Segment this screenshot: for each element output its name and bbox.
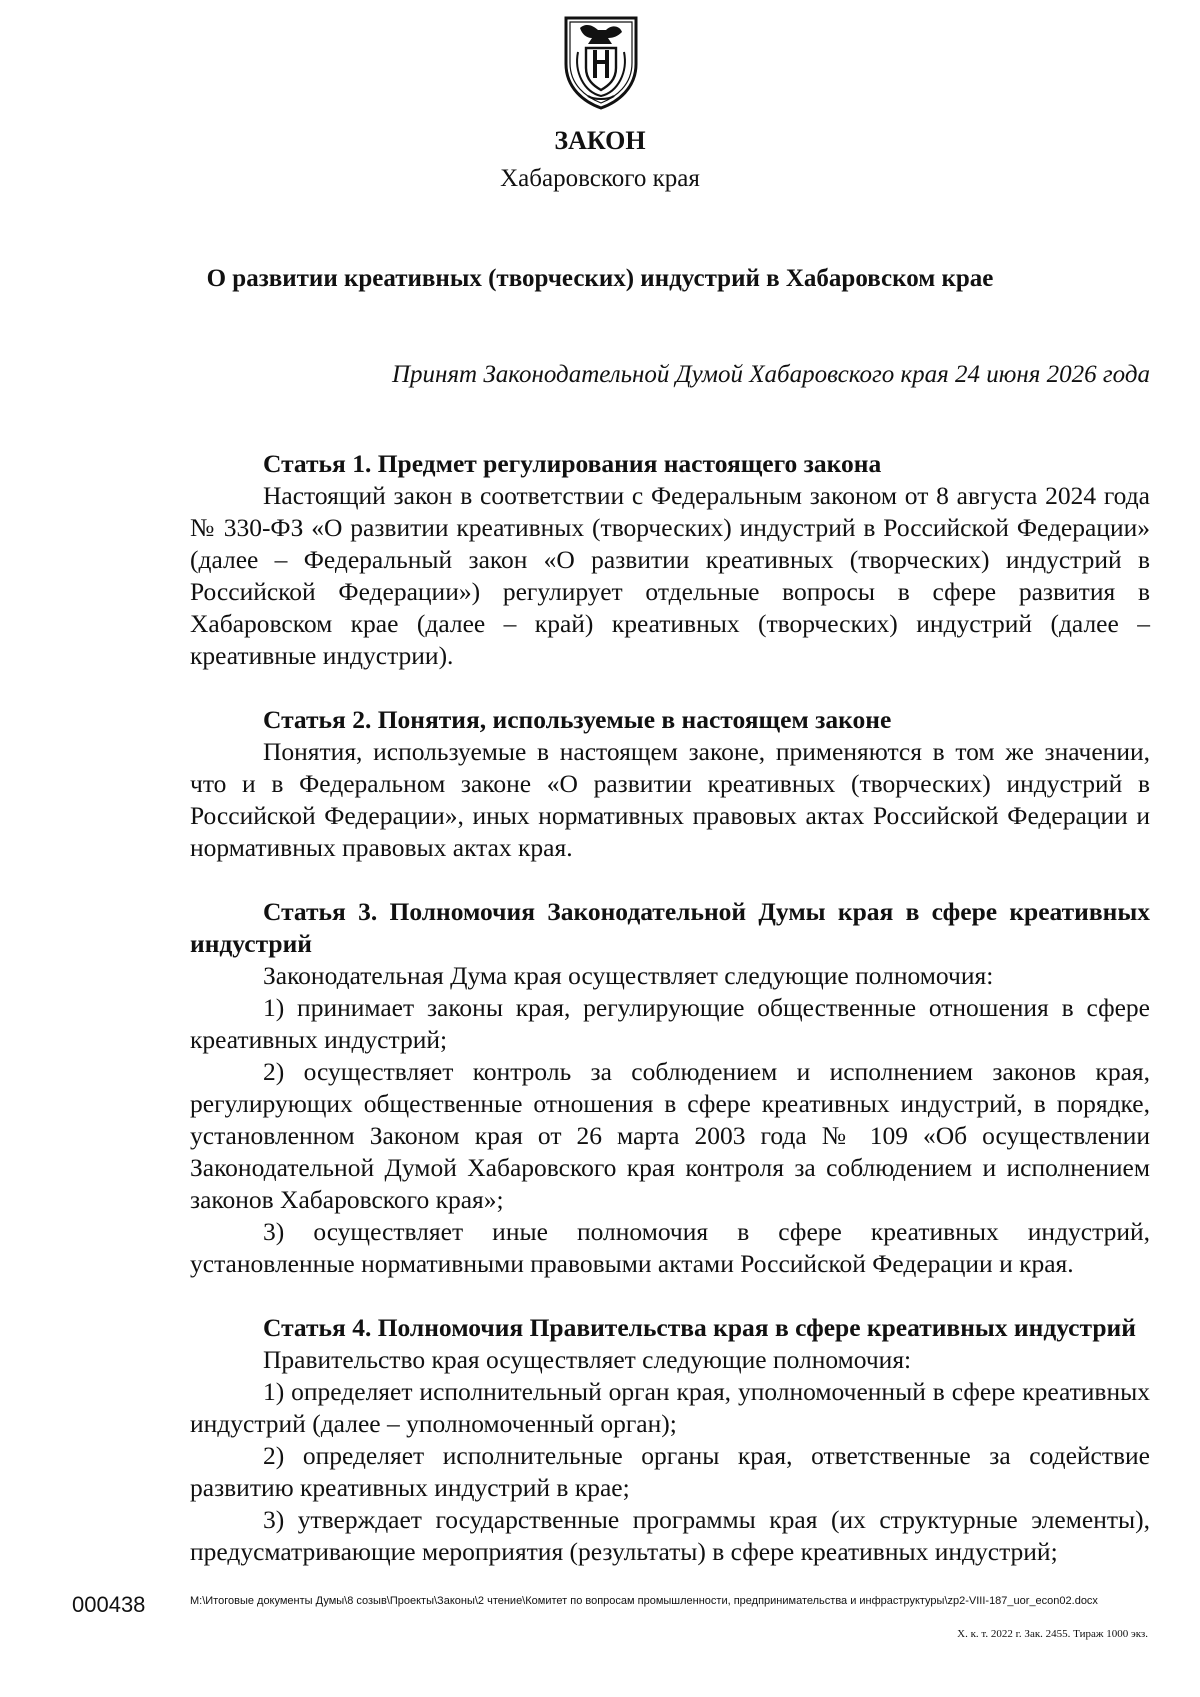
article-paragraph: 1) принимает законы края, регулирующие общественные отношения в сфере креативных индустрий; — [190, 993, 1150, 1054]
article-heading: Статья 4. Полномочия Правительства края в сфере креативных индустрий — [263, 1313, 1136, 1342]
law-body — [190, 448, 1150, 1600]
article-paragraph: 1) определяет исполнительный орган края, уполномоченный в сфере креативных индустрий (далее – уполномоченный орган); — [190, 1377, 1150, 1438]
article-4 — [190, 1312, 1150, 1568]
article-heading: Статья 2. Понятия, используемые в настоящем законе — [263, 705, 892, 734]
law-region: Хабаровского края — [500, 165, 700, 192]
law-name: О развитии креативных (творческих) индустрий в Хабаровском крае — [206, 265, 994, 292]
article-heading: Статья 3. Полномочия Законодательной Думы края в сфере креативных индустрий — [190, 897, 1150, 958]
article-3 — [190, 896, 1150, 1280]
article-heading: Статья 1. Предмет регулирования настоящего закона — [263, 449, 882, 478]
article-paragraph: 3) утверждает государственные программы края (их структурные элементы), предусматривающие мероприятия (результаты) в сфере креативных индустрий; — [190, 1505, 1150, 1566]
adoption-note: Принят Законодательной Думой Хабаровского края 24 июня 2026 года — [391, 361, 1150, 388]
article-paragraph: 2) определяет исполнительные органы края, ответственные за содействие развитию креативных индустрий в крае; — [190, 1441, 1150, 1502]
khabarovsk-coat-of-arms-icon — [558, 12, 644, 112]
article-2 — [190, 704, 1150, 864]
file-path: М:\Итоговые документы Думы\8 созыв\Проекты\Законы\2 чтение\Комитет по вопросам промышленности, предпринимательства и инфраструктуры\zp2-VIII-187_uor_econ02.docx — [190, 1595, 1098, 1607]
article-paragraph: 3) осуществляет иные полномочия в сфере креативных индустрий, установленные нормативными правовыми актами Российской Федерации и края. — [190, 1217, 1150, 1278]
article-paragraph: Настоящий закон в соответствии с Федеральным законом от 8 августа 2024 года № 330-ФЗ «О развитии креативных (творческих) индустрий в Российской Федерации» (далее – Федеральный закон «О развитии креативных (творческих) индустрий в Российской Федерации») регулирует отдельные вопросы в сфере развития в Хабаровском крае (далее – край) креативных (творческих) индустрий (далее – креативные индустрии). — [190, 481, 1150, 670]
law-title: ЗАКОН — [554, 126, 646, 155]
article-paragraph: 2) осуществляет контроль за соблюдением и исполнением законов края, регулирующих общественные отношения в сфере креативных индустрий, в порядке, установленном Законом края от 26 марта 2003 года № 109 «Об осуществлении Законодательной Думой Хабаровского края контроля за соблюдением и исполнением законов Хабаровского края»; — [190, 1057, 1150, 1214]
article-paragraph: Понятия, используемые в настоящем законе, применяются в том же значении, что и в Федеральном законе «О развитии креативных (творческих) индустрий в Российской Федерации», иных нормативных правовых актах Российской Федерации и нормативных правовых актах края. — [190, 737, 1150, 862]
article-paragraph: Законодательная Дума края осуществляет следующие полномочия: — [263, 961, 994, 990]
document-number: 000438 — [72, 1592, 146, 1617]
article-1 — [190, 448, 1150, 672]
article-paragraph: Правительство края осуществляет следующие полномочия: — [263, 1345, 912, 1374]
print-info: Х. к. т. 2022 г. Зак. 2455. Тираж 1000 экз. — [957, 1628, 1148, 1640]
